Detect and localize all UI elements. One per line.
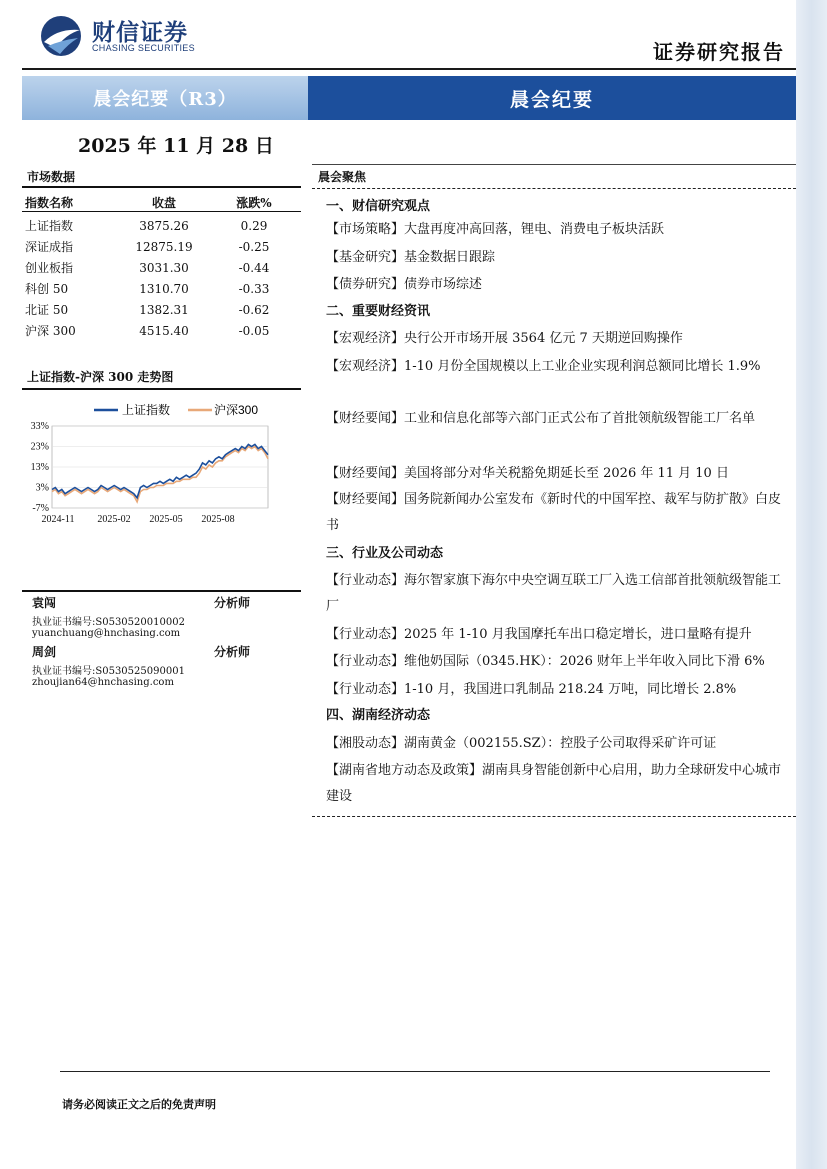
table-row	[25, 236, 301, 257]
market-table-top-rule	[22, 186, 301, 188]
col-header-close: 收盘	[151, 196, 176, 210]
focus-title: 晨会聚焦	[318, 170, 367, 184]
section-heading: 四、湖南经济动态	[326, 708, 431, 723]
x-tick-label: 2025-05	[149, 514, 183, 525]
news-item[interactable]: 【财经要闻】美国将部分对华关税豁免期延长至 2026 年 11 月 10 日	[326, 466, 729, 481]
market-table-header-rule	[22, 211, 301, 212]
index-close: 3031.30	[139, 260, 189, 275]
series-line-csi300	[52, 447, 268, 502]
chart-y-ticks	[31, 421, 49, 514]
col-header-name: 指数名称	[25, 196, 74, 210]
y-tick-label: 33%	[30, 421, 49, 432]
index-change: -0.25	[238, 239, 270, 254]
y-tick-label: 3%	[35, 482, 49, 494]
section-heading: 一、财信研究观点	[326, 199, 431, 214]
logo-text-en: CHASING SECURITIES	[92, 43, 195, 53]
index-name: 沪深 300	[25, 324, 76, 338]
news-item[interactable]: 【行业动态】海尔智家旗下海尔中央空调互联工厂入选工信部首批领航级智能工厂	[326, 573, 782, 614]
index-name: 创业板指	[25, 261, 74, 275]
y-tick-label: 23%	[30, 441, 49, 453]
index-change: -0.62	[238, 302, 270, 317]
news-item[interactable]: 【宏观经济】央行公开市场开展 3564 亿元 7 天期逆回购操作	[326, 331, 683, 346]
index-close: 4515.40	[139, 323, 189, 338]
chart-title: 上证指数-沪深 300 走势图	[27, 370, 174, 384]
index-change: -0.33	[238, 281, 270, 296]
report-type-label: 证券研究报告	[653, 40, 785, 64]
series-line-sse	[52, 444, 268, 497]
banner-left: 晨会纪要（R3）	[22, 76, 308, 120]
header-divider	[22, 68, 796, 70]
legend-label-csi300: 沪深300	[214, 403, 259, 417]
news-item[interactable]: 【湘股动态】湖南黄金（002155.SZ）：控股子公司取得采矿许可证	[326, 736, 717, 751]
news-item[interactable]: 【债券研究】债券市场综述	[326, 277, 483, 292]
index-close: 1310.70	[139, 281, 189, 296]
index-close: 1382.31	[139, 302, 189, 317]
analyst-name: 袁闯	[32, 596, 57, 610]
banner-right: 晨会纪要	[308, 76, 796, 120]
index-name: 科创 50	[25, 282, 69, 296]
company-logo-icon	[38, 14, 84, 58]
focus-top-rule	[312, 164, 796, 165]
x-tick-label: 2024-11	[41, 514, 75, 525]
section-heading: 三、行业及公司动态	[326, 546, 444, 561]
table-row	[25, 299, 301, 320]
footer-divider	[60, 1071, 770, 1072]
news-item[interactable]: 【宏观经济】1-10 月份全国规模以上工业企业实现利润总额同比增长 1.9%	[326, 359, 761, 374]
index-close: 3875.26	[139, 218, 189, 233]
market-data-title: 市场数据	[27, 170, 76, 184]
index-name: 深证成指	[25, 240, 74, 254]
index-change: 0.29	[240, 218, 268, 233]
chart-grid	[52, 426, 268, 508]
analyst-role: 分析师	[214, 645, 251, 659]
table-row	[25, 215, 301, 236]
news-item[interactable]: 【行业动态】2025 年 1-10 月我国摩托车出口稳定增长，进口量略有提升	[326, 627, 752, 642]
focus-bottom-rule	[312, 816, 796, 817]
trend-chart	[22, 392, 302, 532]
news-item[interactable]: 【财经要闻】国务院新闻办公室发布《新时代的中国军控、裁军与防扩散》白皮书	[326, 492, 782, 533]
analyst-email[interactable]: zhoujian64@hnchasing.com	[32, 677, 174, 688]
legend-label-sse: 上证指数	[122, 403, 171, 417]
news-item[interactable]: 【湖南省地方动态及政策】湖南具身智能创新中心启用，助力全球研发中心城市建设	[326, 763, 782, 804]
news-item[interactable]: 【市场策略】大盘再度冲高回落，锂电、消费电子板块活跃	[326, 222, 665, 237]
y-tick-label: -7%	[32, 503, 49, 514]
chart-x-ticks	[42, 514, 235, 525]
col-header-change: 涨跌%	[236, 196, 272, 210]
market-table-header	[25, 194, 301, 211]
analyst-email[interactable]: yuanchuang@hnchasing.com	[32, 628, 181, 639]
news-item[interactable]: 【基金研究】基金数据日跟踪	[326, 250, 496, 265]
footer-disclaimer: 请务必阅读正文之后的免责声明	[62, 1098, 216, 1111]
analyst-top-rule	[22, 590, 301, 592]
index-close: 12875.19	[135, 239, 193, 254]
index-name: 上证指数	[25, 219, 74, 233]
news-item[interactable]: 【财经要闻】工业和信息化部等六部门正式公布了首批领航级智能工厂名单	[326, 411, 756, 426]
analyst-role: 分析师	[214, 596, 251, 610]
table-row	[25, 278, 301, 299]
side-decor-stripe	[796, 0, 827, 1169]
table-row	[25, 257, 301, 278]
y-tick-label: 13%	[30, 462, 49, 473]
index-change: -0.05	[238, 323, 270, 338]
index-name: 北证 50	[25, 303, 69, 317]
focus-title-rule	[312, 188, 796, 189]
x-tick-label: 2025-08	[201, 514, 235, 525]
chart-top-rule	[22, 388, 301, 390]
chart-lines	[52, 444, 268, 501]
analyst-cert: 执业证书编号:S0530525090001	[32, 666, 185, 677]
news-item[interactable]: 【行业动态】1-10 月，我国进口乳制品 218.24 万吨，同比增长 2.8%	[326, 682, 737, 697]
table-row	[25, 320, 301, 341]
section-heading: 二、重要财经资讯	[326, 304, 431, 319]
logo-text-cn: 财信证券	[92, 20, 188, 46]
index-change: -0.44	[238, 260, 270, 275]
report-date: 2025 年 11 月 28 日	[78, 135, 274, 157]
analyst-name: 周剑	[32, 645, 57, 659]
news-item[interactable]: 【行业动态】维他奶国际（0345.HK）：2026 财年上半年收入同比下滑 6%	[326, 654, 765, 669]
analyst-cert: 执业证书编号:S0530520010002	[32, 617, 185, 628]
x-tick-label: 2025-02	[97, 514, 131, 525]
